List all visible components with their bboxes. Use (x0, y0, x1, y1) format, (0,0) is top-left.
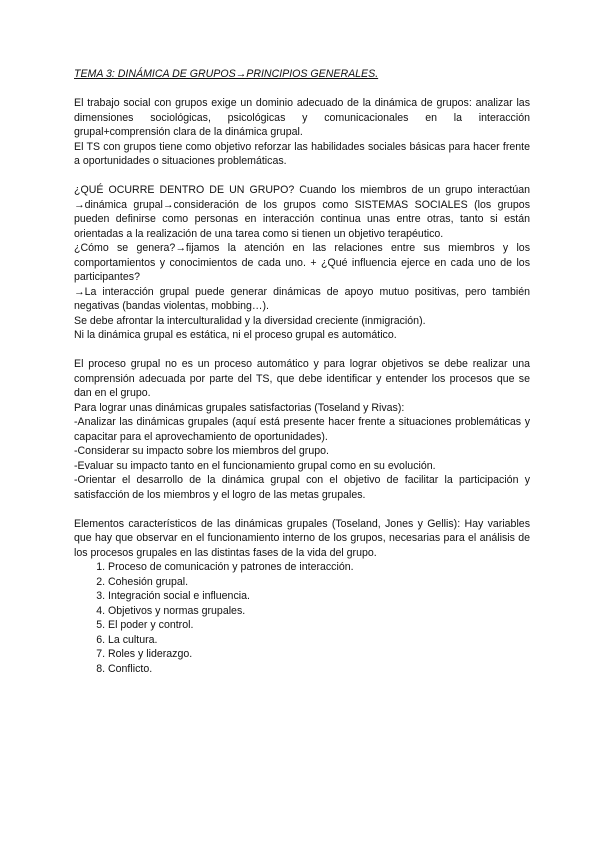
paragraph: El TS con grupos tiene como objetivo reforzar las habilidades sociales básicas para hacer frente a oportunidades o situaciones problemáticas. (74, 140, 530, 167)
paragraph: Ni la dinámica grupal es estática, ni el proceso grupal es automático. (74, 329, 397, 341)
paragraph: Elementos característicos de las dinámicas grupales (Toseland, Jones y Gellis): Hay variables que hay que observar en el funcionamiento interno de los grupos, necesarias para el análisis de los procesos grupales en las distintas fases de la vida del grupo. (74, 517, 530, 559)
list-item: 2. Cohesión grupal. (108, 575, 530, 590)
doc-title: TEMA 3: DINÁMICA DE GRUPOS→PRINCIPIOS GENERALES. (74, 68, 379, 80)
list-item: 8. Conflicto. (108, 662, 530, 677)
list-item: 7. Roles y liderazgo. (108, 647, 530, 662)
elements-list (74, 560, 530, 676)
bullet-line: -Analizar las dinámicas grupales (aquí está presente hacer frente a situaciones problemáticas y capacitar para el aprovechamiento de oportunidades). (74, 416, 530, 443)
paragraph: →La interacción grupal puede generar dinámicas de apoyo mutuo positivas, pero también negativas (bandas violentas, mobbing…). (74, 285, 530, 312)
list-item: 6. La cultura. (108, 633, 530, 648)
list-item: 4. Objetivos y normas grupales. (108, 604, 530, 619)
bullet-line: -Orientar el desarrollo de la dinámica grupal con el objetivo de facilitar la participación y satisfacción de los miembros y el logro de las metas grupales. (74, 474, 530, 501)
bullet-line: -Evaluar su impacto tanto en el funcionamiento grupal como en su evolución. (74, 459, 436, 472)
paragraph: El proceso grupal no es un proceso automático y para lograr objetivos se debe realizar una comprensión adecuada por parte del TS, que debe identificar y entender los procesos que se dan en el grupo. (74, 358, 530, 399)
paragraph: ¿Cómo se genera?→fijamos la atención en las relaciones entre sus miembros y los comportamientos y conocimientos de cada uno. + ¿Qué influencia ejerce en cada uno de los participantes? (74, 242, 530, 283)
list-item: 5. El poder y control. (108, 618, 530, 633)
paragraph: Para lograr unas dinámicas grupales satisfactorias (Toseland y Rivas): (74, 401, 405, 414)
list-item: 1. Proceso de comunicación y patrones de interacción. (108, 560, 530, 575)
bullet-line: -Considerar su impacto sobre los miembros del grupo. (74, 445, 329, 457)
paragraph: Se debe afrontar la interculturalidad y la diversidad creciente (inmigración). (74, 314, 426, 327)
list-item: 3. Integración social e influencia. (108, 589, 530, 604)
paragraph: El trabajo social con grupos exige un dominio adecuado de la dinámica de grupos: analizar las dimensiones sociológicas, psicológicas y comunicacionales en la interacción grupal+comprensión clara de la dinámica grupal. (74, 97, 530, 138)
document-content (74, 67, 530, 676)
paragraph: ¿QUÉ OCURRE DENTRO DE UN GRUPO? Cuando los miembros de un grupo interactúan →dinámica grupal→consideración de los grupos como SISTEMAS SOCIALES (los grupos pueden definirse como personas en interacción continua unas entre otras, tanto si están orientadas a la realización de una tarea como si tienen un objetivo terapéutico. (74, 184, 530, 240)
